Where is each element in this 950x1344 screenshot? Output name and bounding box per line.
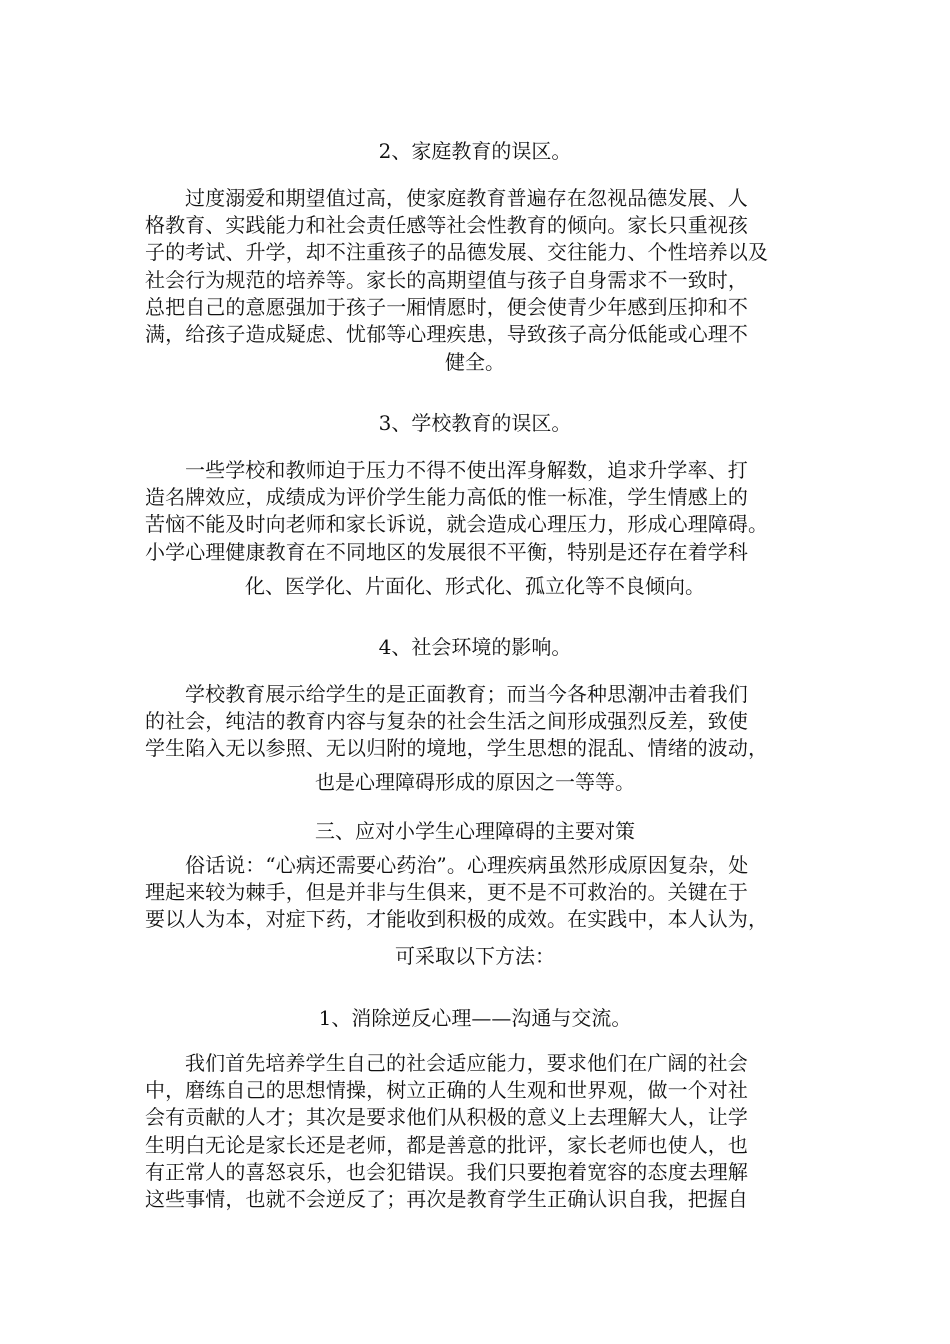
- paragraph-tail-line: 也是心理障碍形成的原因之一等等。: [315, 770, 635, 794]
- paragraph-line: 理起来较为棘手，但是并非与生俱来，更不是不可救治的。关键在于: [145, 880, 748, 905]
- paragraph-rebellious-psychology: [145, 1050, 811, 1213]
- paragraph-family-education: [145, 185, 811, 348]
- paragraph-line: 生明白无论是家长还是老师，都是善意的批评，家长老师也使人，也: [145, 1132, 748, 1157]
- paragraph-line: 俗话说：“心病还需要心药治”。心理疾病虽然形成原因复杂，处: [185, 853, 749, 877]
- paragraph-line: 格教育、实践能力和社会责任感等社会性教育的倾向。家长只重视孩: [145, 213, 748, 238]
- paragraph-line: 会有贡献的人才；其次是要求他们从积极的意义上去理解大人，让学: [145, 1105, 748, 1130]
- section-heading-family-education: 2、家庭教育的误区。: [378, 139, 572, 163]
- paragraph-line: 我们首先培养学生自己的社会适应能力，要求他们在广阔的社会: [185, 1051, 748, 1075]
- paragraph-school-education: [145, 457, 811, 566]
- paragraph-line: 社会行为规范的培养等。家长的高期望值与孩子自身需求不一致时，: [145, 267, 748, 292]
- paragraph-line: 子的考试、升学，却不注重孩子的品德发展、交往能力、个性培养以及: [145, 240, 769, 265]
- section-heading-school-education: 3、学校教育的误区。: [378, 411, 572, 435]
- paragraph-line: 有正常人的喜怒哀乐，也会犯错误。我们只要抱着宽容的态度去理解: [145, 1159, 748, 1184]
- paragraph-countermeasures: [145, 852, 811, 934]
- section-heading-countermeasures: 三、应对小学生心理障碍的主要对策: [315, 819, 635, 843]
- paragraph-line: 学生陷入无以参照、无以归附的境地，学生思想的混乱、情绪的波动，: [145, 736, 769, 761]
- section-heading-social-environment: 4、社会环境的影响。: [378, 635, 572, 659]
- paragraph-line: 要以人为本，对症下药，才能收到积极的成效。在实践中，本人认为，: [145, 907, 769, 932]
- paragraph-line: 的社会，纯洁的教育内容与复杂的社会生活之间形成强烈反差，致使: [145, 709, 748, 734]
- paragraph-tail-line: 可采取以下方法：: [395, 944, 555, 968]
- paragraph-line: 总把自己的意愿强加于孩子一厢情愿时，便会使青少年感到压抑和不: [145, 294, 748, 319]
- paragraph-tail-line: 健全。: [445, 350, 505, 374]
- paragraph-line: 一些学校和教师迫于压力不得不使出浑身解数，追求升学率、打: [185, 458, 748, 482]
- paragraph-line: 过度溺爱和期望值过高，使家庭教育普遍存在忽视品德发展、人: [185, 186, 748, 210]
- paragraph-tail-line: 化、医学化、片面化、形式化、孤立化等不良倾向。: [245, 574, 705, 598]
- paragraph-social-environment: [145, 681, 811, 763]
- paragraph-line: 小学心理健康教育在不同地区的发展很不平衡，特别是还存在着学科: [145, 539, 748, 564]
- paragraph-line: 满，给孩子造成疑虑、忧郁等心理疾患，导致孩子高分低能或心理不: [145, 322, 748, 347]
- paragraph-line: 造名牌效应，成绩成为评价学生能力高低的惟一标准，学生情感上的: [145, 485, 748, 510]
- paragraph-line: 学校教育展示给学生的是正面教育；而当今各种思潮冲击着我们: [185, 682, 748, 706]
- paragraph-line: 这些事情，也就不会逆反了；再次是教育学生正确认识自我，把握自: [145, 1187, 748, 1212]
- paragraph-line: 中，磨练自己的思想情操，树立正确的人生观和世界观，做一个对社: [145, 1078, 748, 1103]
- section-heading-rebellious-psychology: 1、消除逆反心理——沟通与交流。: [318, 1006, 632, 1030]
- paragraph-line: 苦恼不能及时向老师和家长诉说，就会造成心理压力，形成心理障碍。: [145, 512, 769, 537]
